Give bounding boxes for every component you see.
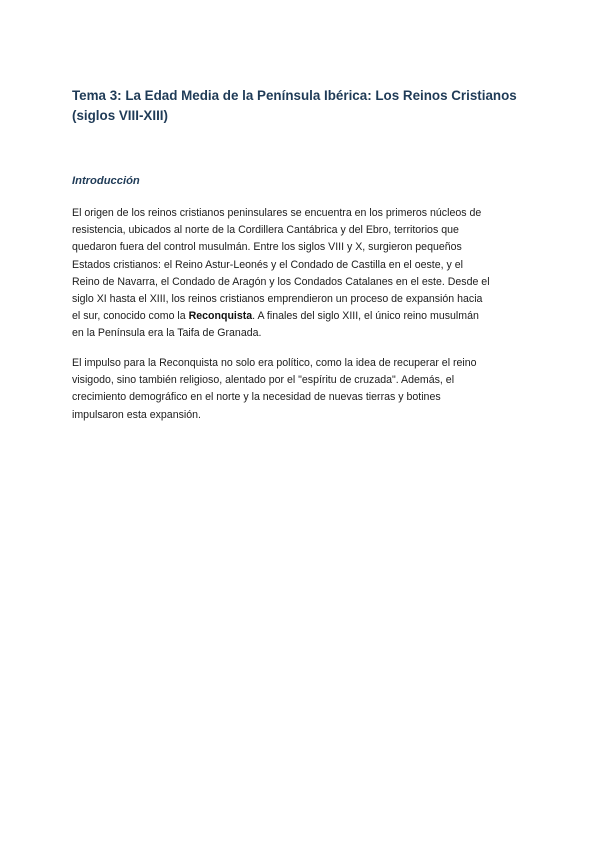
paragraph-line: Estados cristianos: el Reino Astur-Leonés y el Condado de Castilla en el oeste, y el <box>72 258 464 271</box>
text-run: el sur, conocido como la <box>72 310 189 323</box>
document-title <box>72 86 532 126</box>
paragraph-origin <box>72 205 528 343</box>
paragraph-line: El impulso para la Reconquista no solo era político, como la idea de recuperar el reino <box>72 357 477 369</box>
paragraph-line: El origen de los reinos cristianos peninsulares se encuentra en los primeros núcleos de <box>72 207 482 219</box>
paragraph-line: en la Península era la Taifa de Granada. <box>72 327 262 340</box>
paragraph-line: resistencia, ubicados al norte de la Cordillera Cantábrica y del Ebro, territorios que <box>72 224 459 237</box>
title-line-2: (siglos VIII-XIII) <box>72 108 168 123</box>
paragraph-impulse <box>72 355 528 424</box>
paragraph-line: crecimiento demográfico en el norte y la necesidad de nuevas tierras y botines <box>72 391 441 404</box>
section-heading-introduccion: Introducción <box>72 175 140 187</box>
paragraph-line <box>72 308 528 325</box>
paragraph-line: siglo XI hasta el XIII, los reinos cristianos emprendieron un proceso de expansión hacia <box>72 293 483 306</box>
text-run: . A finales del siglo XIII, el único reino musulmán <box>252 310 479 323</box>
paragraph-line: visigodo, sino también religioso, alentado por el "espíritu de cruzada". Además, el <box>72 374 455 387</box>
bold-term-reconquista: Reconquista <box>188 310 253 323</box>
paragraph-line: quedaron fuera del control musulmán. Entre los siglos VIII y X, surgieron pequeños <box>72 241 462 254</box>
title-line-1: Tema 3: La Edad Media de la Península Ibérica: Los Reinos Cristianos <box>72 88 517 103</box>
paragraph-line: Reino de Navarra, el Condado de Aragón y los Condados Catalanes en el este. Desde el <box>72 275 490 288</box>
paragraph-line: impulsaron esta expansión. <box>72 408 201 421</box>
